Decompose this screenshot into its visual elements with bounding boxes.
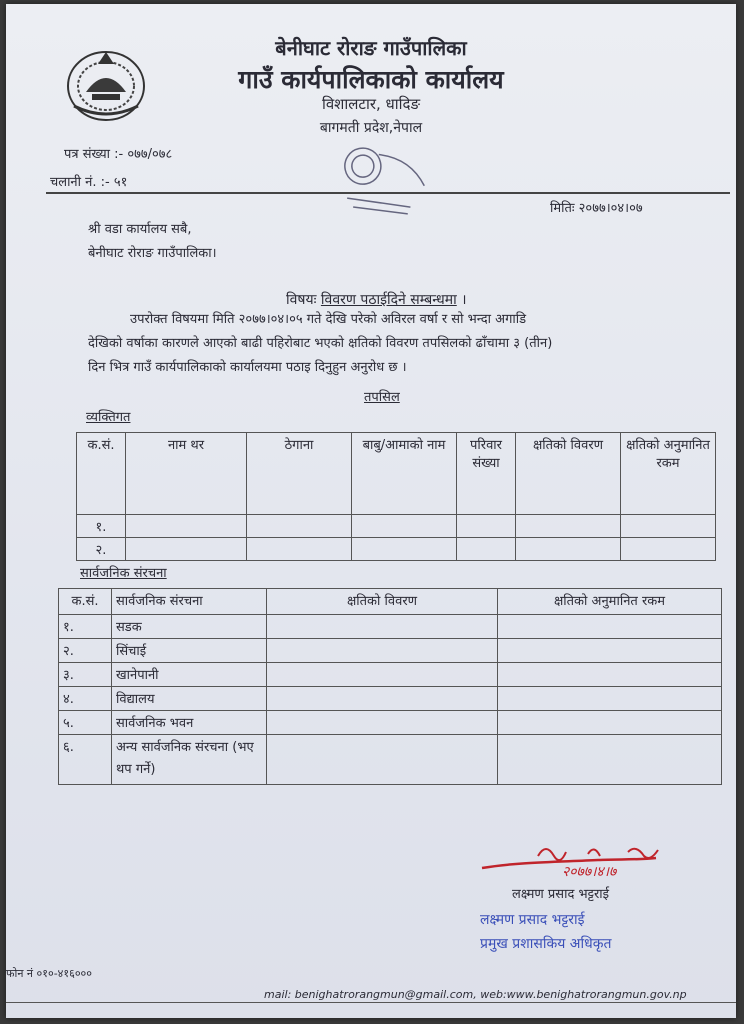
col-address: ठेगाना [247,433,352,515]
col-sn: क.सं. [59,589,112,615]
footer-contact: mail: benighatrorangmun@gmail.com, web:www.benighatrorangmun.gov.np [264,988,687,1001]
col-estimated-amount: क्षतिको अनुमानित रकम [621,433,716,515]
signatory-name: लक्ष्मण प्रसाद भट्टराई [512,887,610,902]
subject-label: विषयः [286,292,317,308]
personal-damage-table [76,432,716,561]
header-divider [46,192,730,194]
row-structure: सिंचाई [112,639,267,663]
row-structure: विद्यालय [112,687,267,711]
letter-page [6,4,736,1018]
body-paragraph-line-3: दिन भित्र गाउँ कार्यपालिकाको कार्यालयमा पठाइ दिनुहुन अनुरोध छ । [88,360,407,375]
table-row [77,515,716,538]
table-row [59,735,722,785]
row-structure: अन्य सार्वजनिक संरचना (भए थप गर्ने) [112,735,267,785]
recipient-line-2: बेनीघाट रोराङ गाउँपालिका। [88,246,217,261]
subject-text: विवरण पठाईदिने सम्बन्धमा [320,292,457,308]
footer-divider [6,1002,736,1003]
row-sn: ६. [59,735,112,785]
row-structure: सडक [112,615,267,639]
table-row [59,711,722,735]
body-paragraph-line-2: देखिको वर्षाका कारणले आएको बाढी पहिरोबाट भएको क्षतिको विवरण तपसिलको ढाँचामा ३ (तीन) [88,336,553,351]
office-stamp-icon [334,134,434,224]
public-damage-table [58,588,722,785]
municipality-name: बेनीघाट रोराङ गाउँपालिका [275,36,467,60]
col-parent-name: बाबु/आमाको नाम [352,433,457,515]
row-sn: १. [77,515,126,538]
col-estimated-amount: क्षतिको अनुमानित रकम [498,589,722,615]
recipient-line-1: श्री वडा कार्यालय सबै, [88,222,192,237]
table-row [59,663,722,687]
col-sn: क.सं. [77,433,126,515]
subject-line [286,290,467,309]
row-structure: खानेपानी [112,663,267,687]
col-damage-detail: क्षतिको विवरण [267,589,498,615]
footer-phone: फोन नं ०१०-४१६००० [6,967,92,980]
row-sn: २. [77,538,126,561]
table-row [59,687,722,711]
dispatch-number: चलानी नं. :- ५१ [50,175,128,190]
tapsil-heading: तपसिल [364,390,400,405]
subject-end: । [461,292,467,308]
signatory-stamp-title: प्रमुख प्रशासकिय अधिकृत [480,936,612,952]
table-row [59,639,722,663]
table-row [77,538,716,561]
handwritten-date: २०७७।४।७ [562,864,617,880]
col-damage-detail: क्षतिको विवरण [516,433,621,515]
letter-number: पत्र संख्या :- ०७७/०७८ [64,147,173,162]
table-row [59,615,722,639]
signatory-stamp-name: लक्ष्मण प्रसाद भट्टराई [480,912,585,928]
table-header-row [77,433,716,515]
body-paragraph-line-1: उपरोक्त विषयमा मिति २०७७।०४।०५ गते देखि परेको अविरल वर्षा र सो भन्दा अगाडि [130,312,527,327]
row-structure: सार्वजनिक भवन [112,711,267,735]
col-family-size: परिवार संख्या [457,433,516,515]
col-structure: सार्वजनिक संरचना [112,589,267,615]
public-section-heading: सार्वजनिक संरचना [80,566,167,581]
personal-section-heading: व्यक्तिगत [86,410,131,425]
col-name: नाम थर [126,433,247,515]
letter-date: मितिः २०७७।०४।०७ [550,201,643,216]
row-sn: ३. [59,663,112,687]
row-sn: २. [59,639,112,663]
row-sn: १. [59,615,112,639]
office-name: गाउँ कार्यपालिकाको कार्यालय [238,65,504,94]
office-province: बागमती प्रदेश,नेपाल [319,120,423,136]
table-header-row [59,589,722,615]
office-place: विशालटार, धादिङ [321,95,421,113]
row-sn: ४. [59,687,112,711]
row-sn: ५. [59,711,112,735]
